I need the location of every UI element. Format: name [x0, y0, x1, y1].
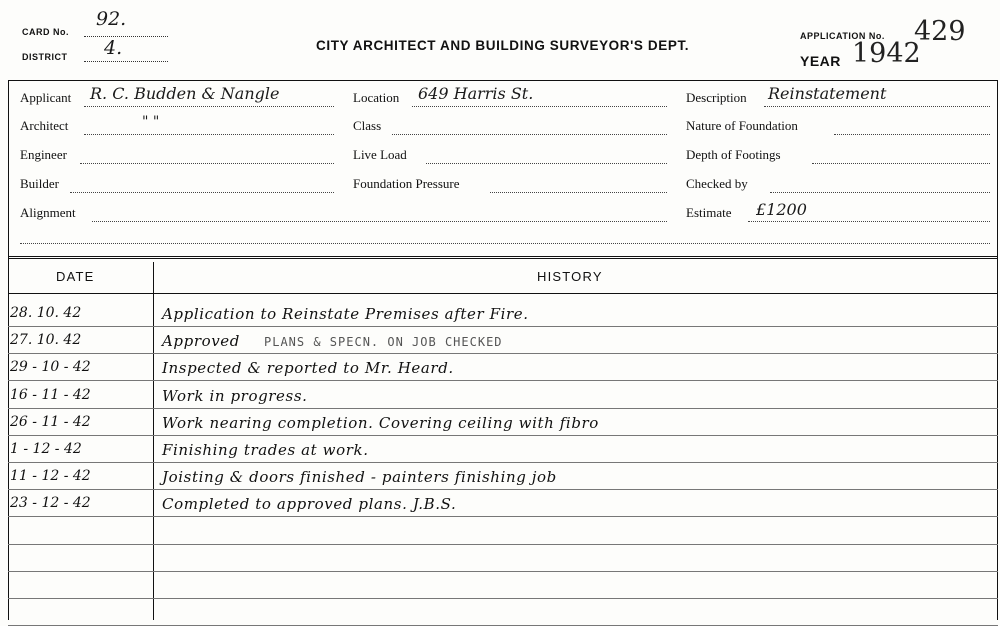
- history-date: 16 - 11 - 42: [10, 386, 91, 403]
- applicant-line: [84, 106, 334, 107]
- year-label: YEAR: [800, 53, 841, 69]
- table-separator: [8, 256, 998, 259]
- estimate-label: Estimate: [686, 205, 732, 220]
- description-line: [764, 106, 990, 107]
- checked-by-label: Checked by: [686, 176, 748, 191]
- history-entry: [162, 387, 308, 405]
- live-load-label: Live Load: [353, 147, 407, 162]
- history-text: Approved: [162, 332, 240, 351]
- foundation-pressure-label: Foundation Pressure: [353, 176, 460, 191]
- history-text: Inspected & reported to Mr. Heard.: [162, 359, 454, 378]
- application-no-label: APPLICATION No.: [800, 31, 885, 41]
- history-text: Application to Reinstate Premises after Fire.: [162, 305, 529, 323]
- district-value: 4.: [104, 37, 123, 59]
- ruled-line: [8, 598, 998, 599]
- nature-of-foundation-line: [834, 134, 990, 135]
- ruled-line: [8, 516, 998, 517]
- estimate-line: [748, 221, 990, 222]
- history-date: 29 - 10 - 42: [10, 359, 91, 376]
- history-date: 26 - 11 - 42: [10, 413, 91, 430]
- location-value: 649 Harris St.: [418, 84, 534, 103]
- location-label: Location: [353, 90, 400, 105]
- location-line: [412, 106, 667, 107]
- class-line: [392, 134, 667, 135]
- card-no-value: 92.: [96, 8, 127, 30]
- frame-top-rule: [8, 80, 998, 81]
- estimate-value: £1200: [756, 200, 807, 219]
- history-entry: [162, 468, 557, 486]
- ruled-line: [8, 462, 998, 463]
- department-title: CITY ARCHITECT AND BUILDING SURVEYOR'S DEPT.: [316, 38, 690, 53]
- table-header-rule: [8, 293, 998, 294]
- date-header: DATE: [56, 269, 95, 284]
- history-entry: [162, 441, 369, 459]
- history-header: HISTORY: [537, 269, 603, 284]
- card-no-label: CARD No.: [22, 27, 69, 37]
- history-text: Completed to approved plans. J.B.S.: [162, 495, 457, 514]
- history-text: Work nearing completion. Covering ceiling with fibro: [162, 413, 599, 432]
- history-entry: [162, 305, 529, 323]
- history-date: 11 - 12 - 42: [10, 468, 91, 485]
- class-label: Class: [353, 118, 382, 133]
- builder-label: Builder: [20, 176, 59, 191]
- history-entry: [162, 332, 503, 350]
- card-no-line: [84, 36, 168, 37]
- ruled-line: [8, 571, 998, 572]
- history-entry: [162, 495, 456, 513]
- architect-line: [84, 134, 334, 135]
- alignment-label: Alignment: [20, 205, 76, 220]
- engineer-line: [80, 163, 334, 164]
- ruled-line: [8, 326, 998, 327]
- applicant-value: R. C. Budden & Nangle: [90, 84, 280, 103]
- ruled-line: [8, 489, 998, 490]
- foundation-pressure-line: [490, 192, 667, 193]
- ruled-line: [8, 544, 998, 545]
- applicant-label: Applicant: [20, 90, 72, 105]
- ruled-line: [8, 408, 998, 409]
- history-date: 23 - 12 - 42: [10, 495, 91, 512]
- description-label: Description: [686, 90, 747, 105]
- depth-of-footings-line: [812, 163, 990, 164]
- history-entry: [162, 414, 599, 432]
- history-date: 1 - 12 - 42: [10, 441, 82, 457]
- district-label: DISTRICT: [22, 52, 68, 62]
- live-load-line: [426, 163, 667, 164]
- ruled-line: [8, 435, 998, 436]
- depth-of-footings-label: Depth of Footings: [686, 147, 781, 162]
- history-text: Joisting & doors finished - painters finishing job: [162, 468, 557, 487]
- checked-by-line: [770, 192, 990, 193]
- description-value: Reinstatement: [768, 84, 887, 103]
- engineer-label: Engineer: [20, 147, 67, 162]
- ruled-line: [8, 353, 998, 354]
- history-date: 27. 10. 42: [10, 332, 82, 349]
- extra-line: [20, 243, 990, 244]
- history-text: Work in progress.: [162, 386, 308, 405]
- frame-left-rule: [8, 80, 9, 620]
- nature-of-foundation-label: Nature of Foundation: [686, 118, 798, 133]
- architect-label: Architect: [20, 118, 69, 133]
- history-entry: [162, 359, 454, 377]
- year-value: 1942: [852, 38, 921, 69]
- frame-right-rule: [997, 80, 998, 620]
- district-line: [84, 61, 168, 62]
- builder-line: [70, 192, 334, 193]
- architect-value: " ": [142, 114, 160, 130]
- ruled-line: [8, 380, 998, 381]
- inspection-stamp: PLANS & SPECN. ON JOB CHECKED: [264, 335, 503, 350]
- date-column-divider: [153, 262, 154, 620]
- application-no-value: 429: [914, 16, 966, 47]
- history-date: 28. 10. 42: [10, 305, 82, 321]
- history-text: Finishing trades at work.: [162, 441, 369, 459]
- alignment-line: [92, 221, 667, 222]
